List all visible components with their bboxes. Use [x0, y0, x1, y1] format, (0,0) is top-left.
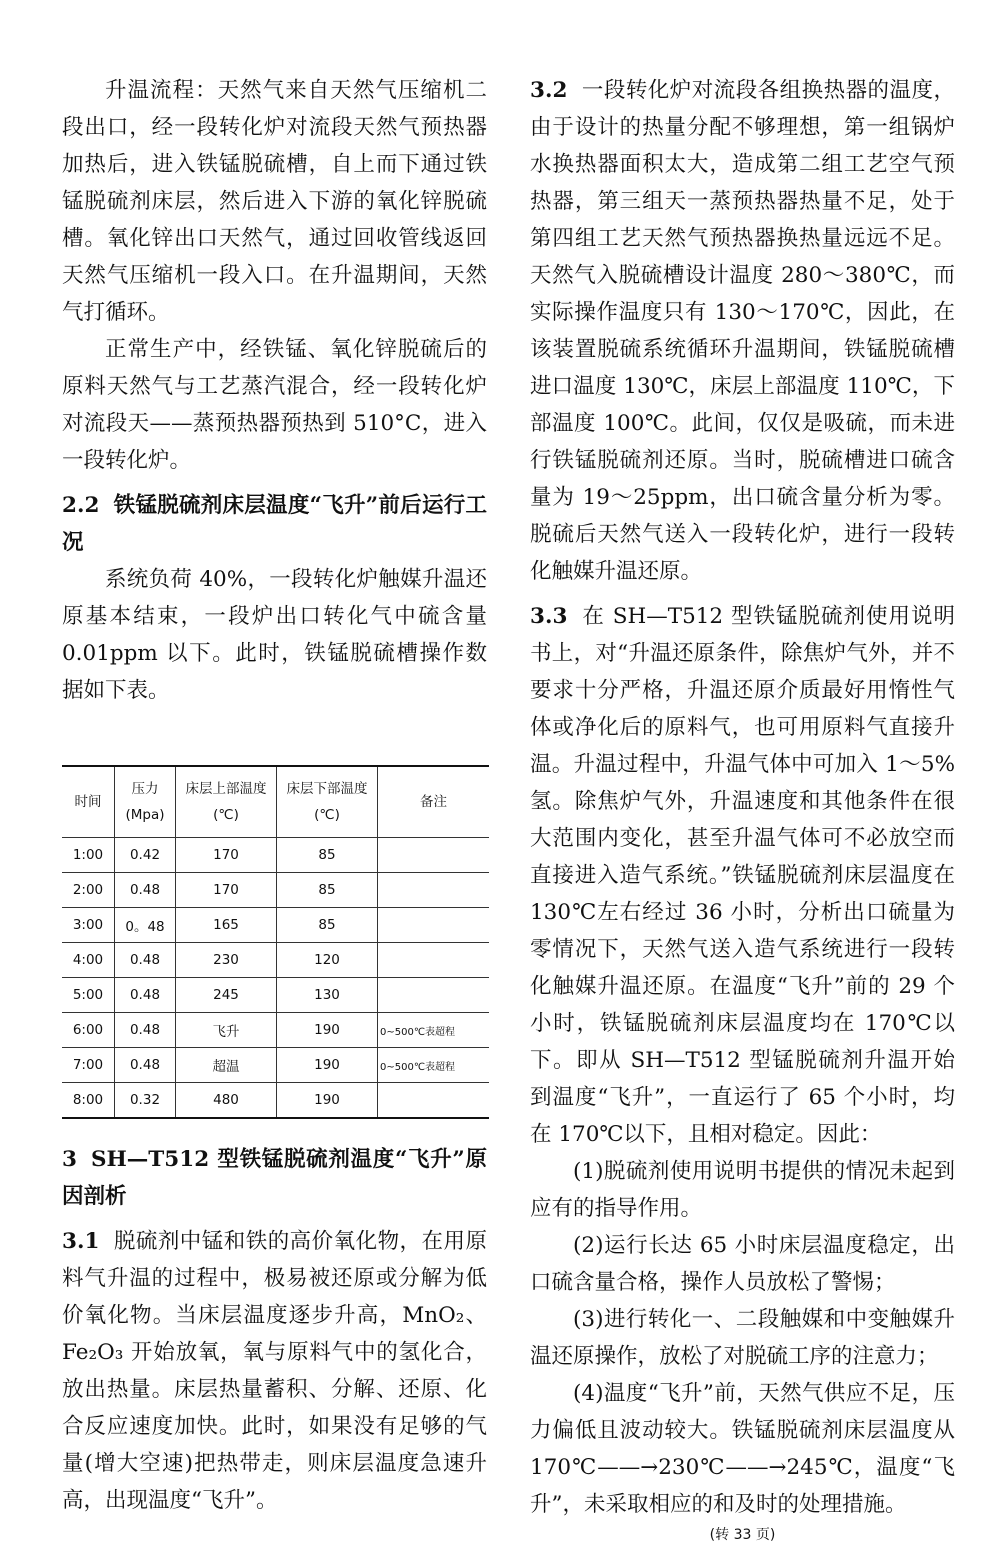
paragraph-text: 在 SH—T512 型铁锰脱硫剂使用说明书上，对“升温还原条件，除焦炉气外，并不要求十分严格，升温还原介质最好用惰性气体或净化后的原料气，也可用原料气直接升温。升温过程中，升温气体中可加入 1～5%氢。除焦炉气外，升温速度和其他条件在很大范围内变化，甚至升温气体可不必放空而直接进入造气系统。”铁锰脱硫剂床层温度在 130℃左右经过 36 小时，分析出口硫量为零情况下，天然气送入造气系统进行一段转化触媒升温还原。在温度“飞升”前的 29 个小时，铁锰脱硫剂床层温度均在 170℃以下。即从 SH—T512 型锰脱硫剂升温开始到温度“飞升”，一直运行了 65 个小时，均在 170℃以下，且相对稳定。因此： [530, 604, 955, 1147]
section-3-heading [62, 1141, 487, 1215]
cell-pressure: 0.48 [115, 1013, 176, 1048]
cell-lower: 85 [277, 908, 378, 943]
cell-pressure: 0。48 [115, 908, 176, 943]
left-column [62, 72, 487, 1519]
section-number: 3.1 [62, 1229, 100, 1254]
cell-lower: 130 [277, 978, 378, 1013]
table-row [62, 978, 489, 1013]
cell-upper: 245 [176, 978, 277, 1013]
cell-lower: 85 [277, 873, 378, 908]
right-column [530, 72, 955, 1545]
table-row [62, 1083, 489, 1119]
paragraph-3-1 [62, 1223, 487, 1519]
cell-time: 1:00 [62, 838, 115, 873]
cell-upper: 170 [176, 873, 277, 908]
paragraph-heating-flow: 升温流程：天然气来自天然气压缩机二段出口，经一段转化炉对流段天然气预热器加热后，进入铁锰脱硫槽，自上而下通过铁锰脱硫剂床层，然后进入下游的氧化锌脱硫槽。氧化锌出口天然气，通过回收管线返回天然气压缩机一段入口。在升温期间，天然气打循环。 [62, 78, 487, 325]
section-title: 铁锰脱硫剂床层温度“飞升”前后运行工况 [62, 493, 487, 555]
table-row [62, 873, 489, 908]
cell-upper: 170 [176, 838, 277, 873]
cell-time: 8:00 [62, 1083, 115, 1119]
section-number: 2.2 [62, 493, 100, 518]
cell-upper: 165 [176, 908, 277, 943]
cell-pressure: 0.42 [115, 838, 176, 873]
table-body [62, 838, 489, 1119]
spacer [62, 479, 487, 487]
cell-note: 0~500℃表超程 [378, 1013, 490, 1048]
cell-note [378, 978, 490, 1013]
cell-lower: 190 [277, 1048, 378, 1083]
cell-pressure: 0.48 [115, 873, 176, 908]
cell-upper: 飞升 [176, 1013, 277, 1048]
paragraph-text: 一段转化炉对流段各组换热器的温度，由于设计的热量分配不够理想，第一组锅炉水换热器面积太大，造成第二组工艺空气预热器，第三组天一蒸预热器热量不足，处于第四组工艺天然气预热器换热量远远不足。天然气入脱硫槽设计温度 280～380℃，而实际操作温度只有 130～170℃，因此，在该装置脱硫系统循环升温期间，铁锰脱硫槽进口温度 130℃，床层上部温度 110℃，下部温度 100℃。此间，仅仅是吸硫，而未进行铁锰脱硫剂还原。当时，脱硫槽进口硫含量为 19～25ppm，出口硫含量分析为零。脱硫后天然气送入一段转化炉，进行一段转化触媒升温还原。 [530, 78, 955, 584]
cell-note: 0~500℃表超程 [378, 1048, 490, 1083]
list-item: (2)运行长达 65 小时床层温度稳定，出口硫含量合格，操作人员放松了警惕； [530, 1233, 955, 1295]
section-number: 3.3 [530, 604, 568, 629]
section-2-2-heading [62, 487, 487, 561]
cell-upper: 230 [176, 943, 277, 978]
list-item: (3)进行转化一、二段触媒和中变触媒升温还原操作，放松了对脱硫工序的注意力； [530, 1307, 955, 1369]
cell-pressure: 0.32 [115, 1083, 176, 1119]
cell-note [378, 943, 490, 978]
cell-note [378, 873, 490, 908]
cell-note [378, 838, 490, 873]
cell-lower: 190 [277, 1083, 378, 1119]
cell-pressure: 0.48 [115, 978, 176, 1013]
continued-note: (转 33 页) [709, 1527, 776, 1543]
section-title: SH—T512 型铁锰脱硫剂温度“飞升”原因剖析 [62, 1147, 487, 1209]
cell-time: 3:00 [62, 908, 115, 943]
table-row [62, 908, 489, 943]
section-number: 3.2 [530, 78, 568, 103]
cell-note [378, 908, 490, 943]
header-pressure: 压力 (Mpa) [115, 766, 176, 838]
cell-time: 5:00 [62, 978, 115, 1013]
section-number: 3 [62, 1147, 77, 1172]
table-row [62, 838, 489, 873]
cell-lower: 85 [277, 838, 378, 873]
paragraph-text: 脱硫剂中锰和铁的高价氧化物，在用原料气升温的过程中，极易被还原或分解为低价氧化物。当床层温度逐步升高，MnO₂、Fe₂O₃ 开始放氧，氧与原料气中的氢化合，放出热量。床层热量蓄积、分解、还原、化合反应速度加快。此时，如果没有足够的气量(增大空速)把热带走，则床层温度急速升高，出现温度“飞升”。 [62, 1229, 487, 1513]
cell-upper: 超温 [176, 1048, 277, 1083]
header-lower-temp: 床层下部温度 (℃) [277, 766, 378, 838]
list-item: (1)脱硫剂使用说明书提供的情况未起到应有的指导作用。 [530, 1159, 955, 1221]
cell-pressure: 0.48 [115, 943, 176, 978]
cell-pressure: 0.48 [115, 1048, 176, 1083]
spacer [62, 1119, 487, 1141]
table-header-row [62, 766, 489, 838]
paragraph-system-load: 系统负荷 40%，一段转化炉触媒升温还原基本结束，一段炉出口转化气中硫含量 0.01ppm 以下。此时，铁锰脱硫槽操作数据如下表。 [62, 567, 487, 703]
paragraph-normal-production: 正常生产中，经铁锰、氧化锌脱硫后的原料天然气与工艺蒸汽混合，经一段转化炉对流段天——蒸预热器预热到 510°C，进入一段转化炉。 [62, 337, 487, 473]
cell-lower: 120 [277, 943, 378, 978]
header-upper-temp: 床层上部温度 (℃) [176, 766, 277, 838]
header-note: 备注 [378, 766, 490, 838]
header-time: 时间 [74, 794, 102, 810]
table-row [62, 1048, 489, 1083]
spacer [62, 1215, 487, 1223]
spacer [530, 590, 955, 598]
cell-upper: 480 [176, 1083, 277, 1119]
operating-data-table [62, 765, 489, 1119]
cell-time: 6:00 [62, 1013, 115, 1048]
cell-time: 7:00 [62, 1048, 115, 1083]
paragraph-3-3 [530, 598, 955, 1153]
table-row [62, 1013, 489, 1048]
cell-note [378, 1083, 490, 1119]
cell-time: 2:00 [62, 873, 115, 908]
spacer [62, 709, 487, 765]
table-row [62, 943, 489, 978]
list-item: (4)温度“飞升”前，天然气供应不足，压力偏低且波动较大。铁锰脱硫剂床层温度从 170℃——→230℃——→245℃，温度“飞升”，未采取相应的和及时的处理措施。 [530, 1381, 955, 1517]
cell-lower: 190 [277, 1013, 378, 1048]
paragraph-3-2 [530, 72, 955, 590]
cell-time: 4:00 [62, 943, 115, 978]
